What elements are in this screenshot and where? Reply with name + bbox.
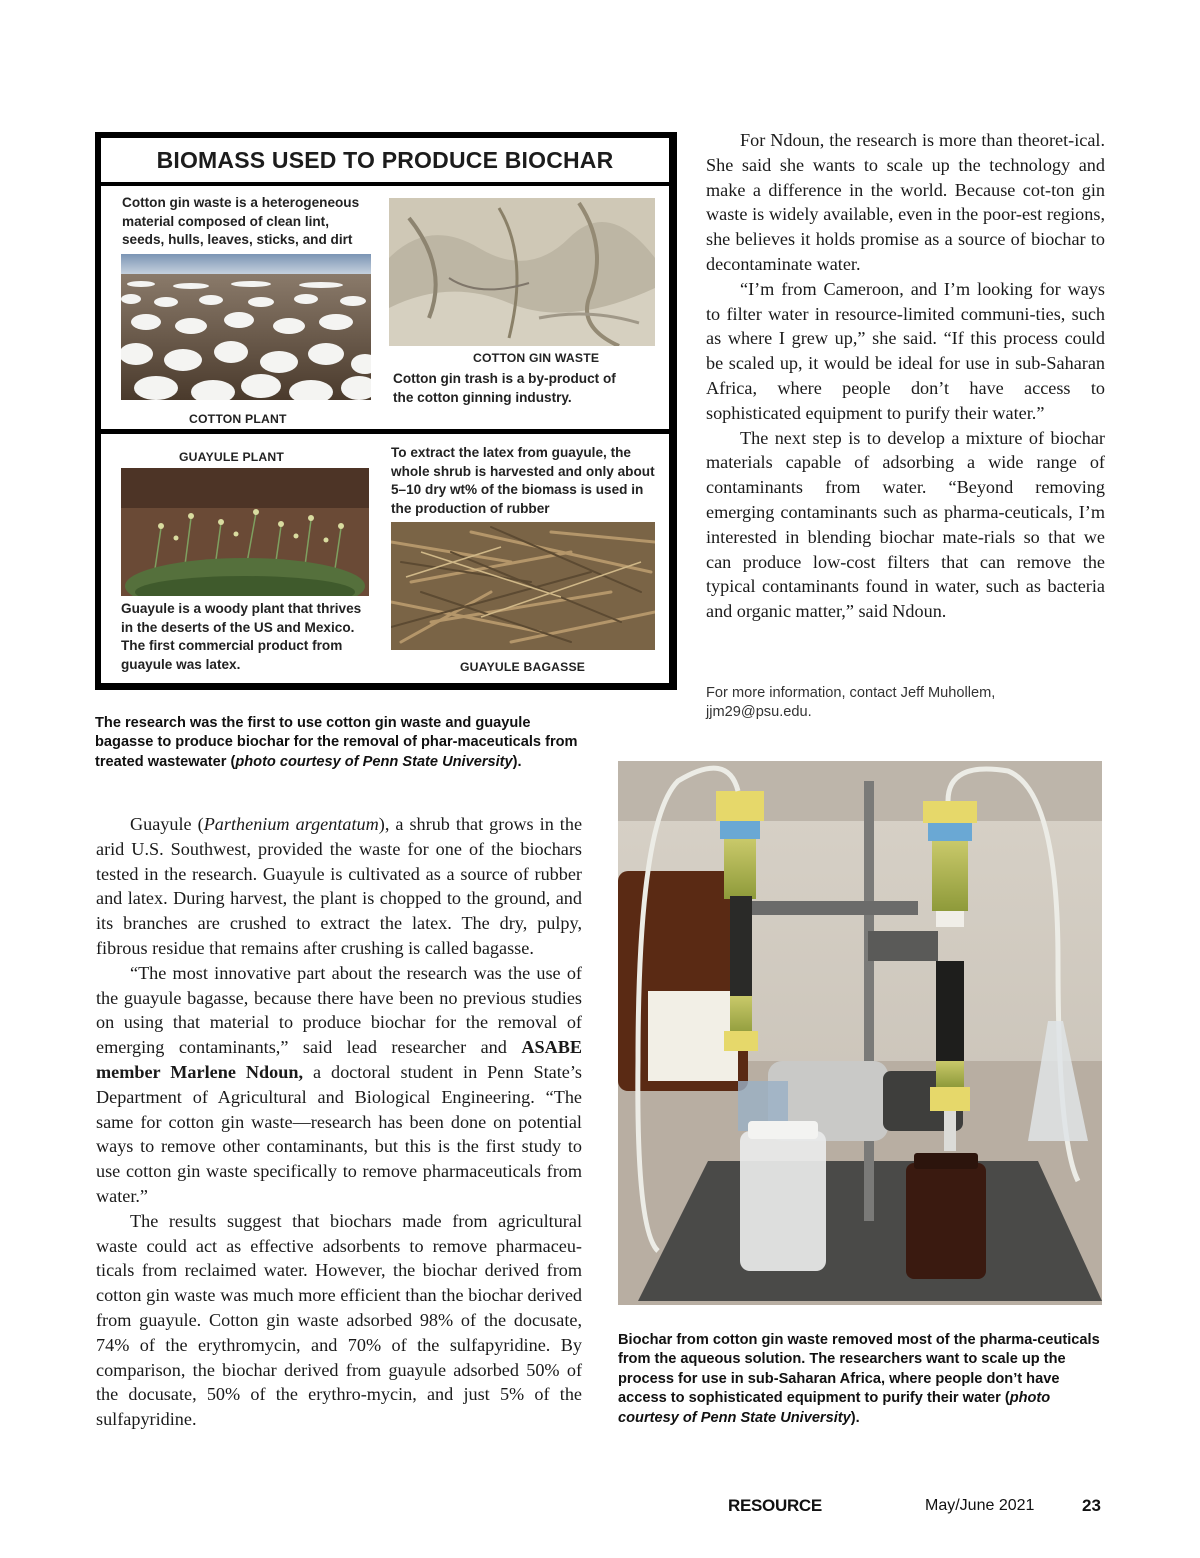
- body-paragraph: The results suggest that biochars made from agricultural waste could act as effective adsorbents to remove pharmaceu-ticals from reclaimed water. However, the biochar derived from cotton gin waste was much more efficient than the biochar derived from guayule. Cotton gin waste adsorbed 98% of the docusate, 74% of the erythromycin, and 70% of the sulfapyridine. By comparison, the biochar derived from guayule adsorbed 50% of the docusate, 50% of the erythro-mycin, and just 5% of the sulfapyridine.: [96, 1210, 582, 1430]
- cotton-plant-photo: [121, 254, 371, 400]
- contact-email: jjm29@psu.edu.: [706, 704, 812, 720]
- guayule-bagasse-photo: [391, 522, 655, 650]
- page-number: 23: [1082, 1496, 1101, 1515]
- figure-caption-2: Biochar from cotton gin waste removed most of the pharma-ceuticals from the aqueous solution. The researchers want to scale up the process for use in sub-Saharan Africa, where people don’t have access to sophisticated equipment to purify their water (photo courtesy of Penn State University).: [618, 1332, 1100, 1426]
- biomass-figure: [95, 132, 677, 690]
- guayule-extraction-description: To extract the latex from guayule, the whole shrub is harvested and only about 5–10 dry wt% of the biomass is used in the production of rubber: [391, 445, 655, 516]
- body-paragraph: “The most innovative part about the research was the use of the guayule bagasse, because there have been no previous studies on using that material to produce biochar for the removal of emerging contaminants,” said lead researcher and ASABE member Marlene Ndoun, a doctoral student in Penn State’s Department of Agricultural and Biological Engineering. “The same for cotton gin waste—research has been done on potential ways to remove other contaminants, but this is the first study to use cotton gin waste specifically to remove pharmaceuticals from water.”: [96, 962, 582, 1206]
- left-column-body: [96, 812, 582, 1432]
- cotton-plant-label: COTTON PLANT: [189, 412, 287, 426]
- guayule-plant-photo: [121, 468, 369, 596]
- body-paragraph: Guayule (Parthenium argentatum), a shrub that grows in the arid U.S. Southwest, provided the waste for one of the biochars tested in the research. Guayule is cultivated as a source of rubber and latex. During harvest, the plant is chopped to the ground, and its branches are crushed to extract the latex. The dry, pulpy, fibrous residue that remains after crushing is called bagasse.: [96, 814, 583, 958]
- footer-magazine-name: RESOURCE: [728, 1496, 822, 1515]
- cotton-gin-waste-description: Cotton gin trash is a by-product of the cotton ginning industry.: [393, 371, 616, 405]
- contact-info: For more information, contact Jeff Muhollem, jjm29@psu.edu.: [706, 684, 1105, 722]
- cotton-gin-waste-photo: [389, 198, 655, 346]
- guayule-panel: [101, 434, 669, 683]
- right-column-body: [706, 128, 1105, 624]
- cotton-panel: [101, 186, 669, 429]
- guayule-bagasse-label: GUAYULE BAGASSE: [460, 660, 586, 674]
- lab-filter-photo: [618, 761, 1102, 1305]
- body-paragraph: For Ndoun, the research is more than theoret-ical. She said she wants to scale up the technology and make a difference in the world. Because cot-ton gin waste is widely available, even in the poor-est regions, she believes it holds promise as a source of biochar to decontaminate water.: [706, 130, 1105, 274]
- guayule-plant-description: Guayule is a woody plant that thrives in the deserts of the US and Mexico. The first commercial product from guayule was latex.: [121, 601, 362, 672]
- footer-issue-date: May/June 2021: [925, 1497, 1035, 1514]
- body-paragraph: The next step is to develop a mixture of biochar materials capable of adsorbing a wide range of contaminants from water. “Beyond removing emerging contaminants such as pharma-ceuticals, I’m interested in blending biochar mate-rials so that we can produce low-cost filters that can remove the typical contaminants found in water, such as bacteria and organic matter,” said Ndoun.: [706, 427, 1105, 622]
- figure-caption-1: The research was the first to use cotton gin waste and guayule bagasse to produce biochar for the removal of phar-maceuticals from treated wastewater (photo courtesy of Penn State University).: [95, 715, 578, 770]
- cotton-gin-waste-label: COTTON GIN WASTE: [473, 351, 600, 365]
- body-paragraph: “I’m from Cameroon, and I’m looking for ways to filter water in resource-limited communi-ties, such as where I grew up,” she said. “If this process could be scaled up, it would be ideal for use in sub-Saharan Africa, where people don’t have access to sophisticated equipment to purify their water.”: [706, 278, 1105, 423]
- guayule-plant-label: GUAYULE PLANT: [179, 450, 285, 464]
- figure-title: BIOMASS USED TO PRODUCE BIOCHAR: [101, 138, 669, 182]
- cotton-plant-description: Cotton gin waste is a heterogeneous material composed of clean lint, seeds, hulls, leaves, sticks, and dirt: [122, 195, 360, 248]
